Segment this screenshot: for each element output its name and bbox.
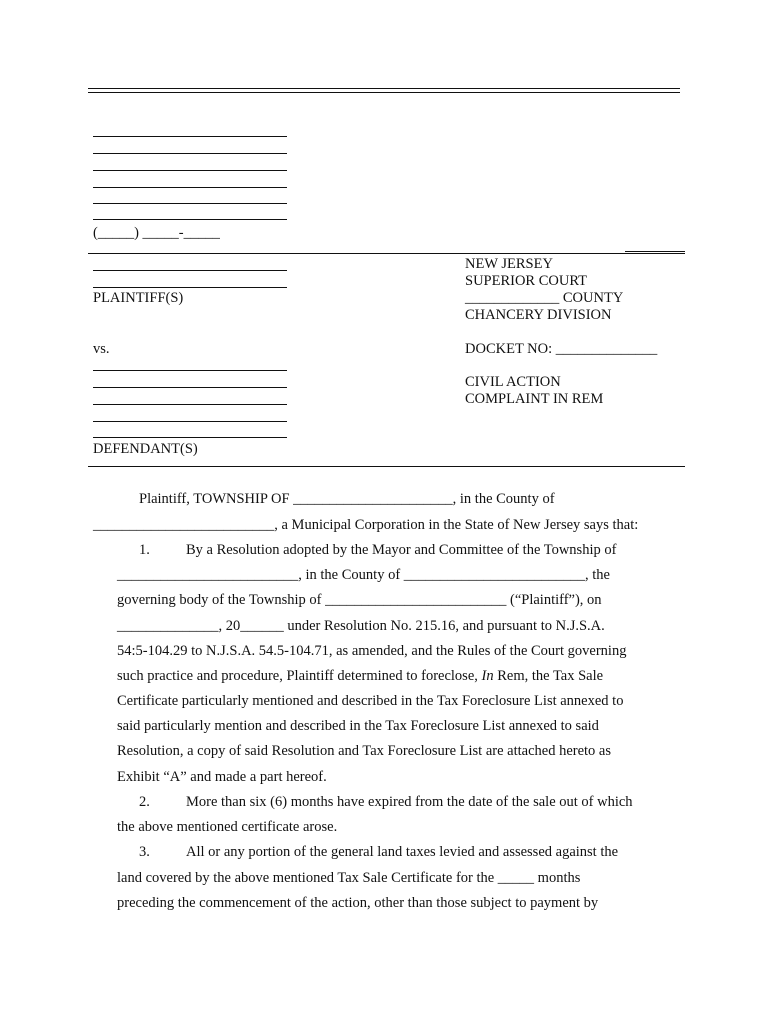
- defendant-line-5[interactable]: [93, 437, 287, 438]
- plaintiff-line-2[interactable]: [93, 287, 287, 288]
- attorney-city-line[interactable]: [93, 203, 287, 204]
- paragraph-1-line-3: governing body of the Township of _________________________ (“Plaintiff”), on: [117, 592, 602, 608]
- court-line-state: NEW JERSEY: [465, 256, 553, 272]
- paragraph-3-line-3: preceding the commencement of the action, other than those subject to payment by: [117, 895, 599, 911]
- intro-line-1: Plaintiff, TOWNSHIP OF ______________________, in the County of: [139, 491, 555, 507]
- defendant-line-1[interactable]: [93, 370, 287, 371]
- top-rule-second: [88, 92, 680, 93]
- paragraph-1-line-9: Resolution, a copy of said Resolution and Tax Foreclosure List are attached hereto as: [117, 743, 611, 759]
- caption-bottom-rule: [88, 466, 685, 467]
- vs-label: vs.: [93, 341, 110, 357]
- paragraph-1-number: 1.: [139, 542, 150, 558]
- attorney-name-line[interactable]: [93, 136, 287, 137]
- paragraph-1-line-10: Exhibit “A” and made a part hereof.: [117, 769, 327, 785]
- court-line-division: CHANCERY DIVISION: [465, 307, 612, 323]
- paragraph-1-line-2: _________________________, in the County of _________________________, the: [117, 567, 610, 583]
- paragraph-1-line-8: said particularly mention and described in the Tax Foreclosure List annexed to said: [117, 718, 599, 734]
- action-line-complaint: COMPLAINT IN REM: [465, 391, 604, 407]
- caption-top-rule: [88, 253, 685, 254]
- top-rule: [88, 88, 680, 89]
- paragraph-2-number: 2.: [139, 794, 150, 810]
- action-block: [465, 374, 603, 408]
- docket-number[interactable]: DOCKET NO: ______________: [465, 341, 658, 357]
- court-block: [465, 256, 623, 324]
- paragraph-3-line-2: land covered by the above mentioned Tax Sale Certificate for the _____ months: [117, 870, 581, 886]
- phone-line[interactable]: (_____) _____-_____: [93, 225, 220, 241]
- attorney-firm-line[interactable]: [93, 170, 287, 171]
- plaintiff-label: PLAINTIFF(S): [93, 290, 184, 306]
- paragraph-2-line-1: More than six (6) months have expired from the date of the sale out of which: [186, 794, 633, 810]
- attorney-id-line[interactable]: [93, 153, 287, 154]
- action-line-civil: CIVIL ACTION: [465, 374, 561, 390]
- paragraph-1-line-1: By a Resolution adopted by the Mayor and Committee of the Township of: [186, 542, 617, 558]
- defendant-label: DEFENDANT(S): [93, 441, 198, 457]
- plaintiff-line-1[interactable]: [93, 270, 287, 271]
- court-line-county[interactable]: _____________ COUNTY: [465, 290, 624, 306]
- line-6-italic: In: [481, 668, 494, 684]
- paragraph-1-line-7: Certificate particularly mentioned and described in the Tax Foreclosure List annexed to: [117, 693, 624, 709]
- defendant-line-3[interactable]: [93, 404, 287, 405]
- court-line-court: SUPERIOR COURT: [465, 273, 587, 289]
- paragraph-3-number: 3.: [139, 844, 150, 860]
- line-6-pre: such practice and procedure, Plaintiff determined to foreclose,: [117, 668, 482, 684]
- intro-line-2: _________________________, a Municipal Corporation in the State of New Jersey says that:: [93, 517, 639, 533]
- defendant-line-4[interactable]: [93, 421, 287, 422]
- attorney-attorney-for-line[interactable]: [93, 219, 287, 220]
- paragraph-2-line-2: the above mentioned certificate arose.: [117, 819, 338, 835]
- paragraph-1-line-4: ______________, 20______ under Resolution No. 215.16, and pursuant to N.J.S.A.: [117, 618, 605, 634]
- attorney-address-line[interactable]: [93, 187, 287, 188]
- paragraph-3-line-1: All or any portion of the general land taxes levied and assessed against the: [186, 844, 619, 860]
- caption-top-rule-right-overline: [625, 251, 685, 252]
- line-6-post: Rem, the Tax Sale: [493, 668, 604, 684]
- paragraph-1-line-5: 54:5-104.29 to N.J.S.A. 54.5-104.71, as amended, and the Rules of the Court governing: [117, 643, 627, 659]
- paragraph-1-line-6: [117, 668, 603, 685]
- defendant-line-2[interactable]: [93, 387, 287, 388]
